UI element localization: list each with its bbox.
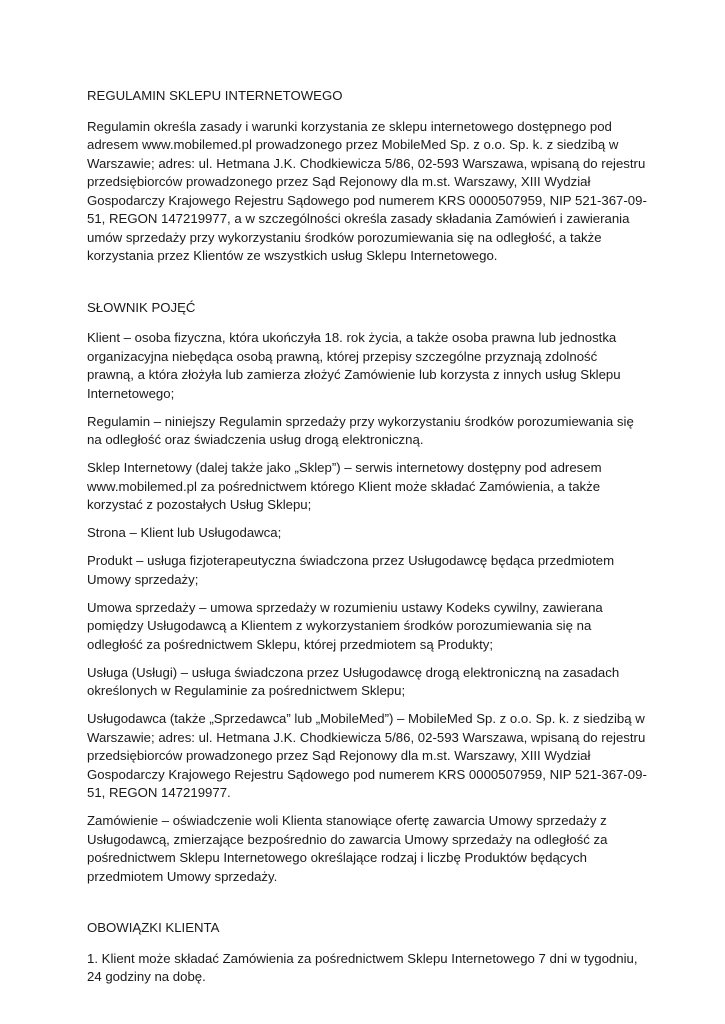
glossary-term-strona: Strona – Klient lub Usługodawca;	[87, 525, 282, 540]
glossary-term-usluga: Usługa (Usługi) – usługa świadczona przez Usługodawcę drogą elektroniczną na zasadach określonych w Regulaminie za pośrednictwem Sklepu;	[87, 664, 620, 698]
obligation-item: 1. Klient może składać Zamówienia za pośrednictwem Sklepu Internetowego 7 dni w tygodniu, 24 godziny na dobę.	[87, 950, 638, 984]
glossary-term-klient: Klient – osoba fizyczna, która ukończyła 18. rok życia, a także osoba prawna lub jednostka organizacyjna niebędąca osobą prawną, której przepisy szczególne przyznają zdolność prawną, a która złożyła lub zamierza złożyć Zamówienie lub korzysta z innych usług Sklepu Internetowego;	[87, 330, 621, 401]
glossary-heading: SŁOWNIK POJĘĆ	[87, 299, 196, 315]
glossary-term-sklep: Sklep Internetowy (dalej także jako „Sklep”) – serwis internetowy dostępny pod adresem www.mobilemed.pl za pośrednictwem którego Klient może składać Zamówienia, a także korzystać z pozostałych Usług Sklepu;	[87, 460, 602, 512]
glossary-term-uslugodawca: Usługodawca (także „Sprzedawca” lub „MobileMed”) – MobileMed Sp. z o.o. Sp. k. z siedzibą w Warszawie; adres: ul. Hetmana J.K. Chodkiewicza 5/86, 02-593 Warszawa, wpisaną do rejestru przedsiębiorców prowadzonego przez Sąd Rejonowy dla m.st. Warszawy, XIII Wydział Gospodarczy Krajowego Rejestru Sądowego pod numerem KRS 0000507959, NIP 521-367-09-51, REGON 147219977.	[87, 711, 647, 800]
document-page	[87, 87, 647, 987]
glossary-term-produkt: Produkt – usługa fizjoterapeutyczna świadczona przez Usługodawcę będąca przedmiotem Umowy sprzedaży;	[87, 553, 615, 587]
glossary-term-regulamin: Regulamin – niniejszy Regulamin sprzedaży przy wykorzystaniu środków porozumiewania się na odległość oraz świadczenia usług drogą elektroniczną.	[87, 413, 634, 447]
intro-paragraph: Regulamin określa zasady i warunki korzystania ze sklepu internetowego dostępnego pod adresem www.mobilemed.pl prowadzonego przez MobileMed Sp. z o.o. Sp. k. z siedzibą w Warszawie; adres: ul. Hetmana J.K. Chodkiewicza 5/86, 02-593 Warszawa, wpisaną do rejestru przedsiębiorców prowadzonego przez Sąd Rejonowy dla m.st. Warszawy, XIII Wydział Gospodarczy Krajowego Rejestru Sądowego pod numerem KRS 0000507959, NIP 521-367-09-51, REGON 147219977, a w szczególności określa zasady składania Zamówień i zawierania umów sprzedaży przy wykorzystaniu środków porozumiewania się na odległość, a także korzystania przez Klientów ze wszystkich usług Sklepu Internetowego.	[87, 118, 647, 263]
obligations-heading: OBOWIĄZKI KLIENTA	[87, 920, 220, 935]
glossary-term-zamowienie: Zamówienie – oświadczenie woli Klienta stanowiące ofertę zawarcia Umowy sprzedaży z Usługodawcą, zmierzające bezpośrednio do zawarcia Umowy sprzedaży na odległość za pośrednictwem Sklepu Internetowego określające rodzaj i liczbę Produktów będących przedmiotem Umowy sprzedaży.	[87, 813, 608, 884]
document-title: REGULAMIN SKLEPU INTERNETOWEGO	[87, 88, 343, 103]
glossary-term-umowa: Umowa sprzedaży – umowa sprzedaży w rozumieniu ustawy Kodeks cywilny, zawierana pomiędzy Usługodawcą a Klientem z wykorzystaniem środków porozumiewania się na odległość za pośrednictwem Sklepu, której przedmiotem są Produkty;	[87, 599, 603, 652]
